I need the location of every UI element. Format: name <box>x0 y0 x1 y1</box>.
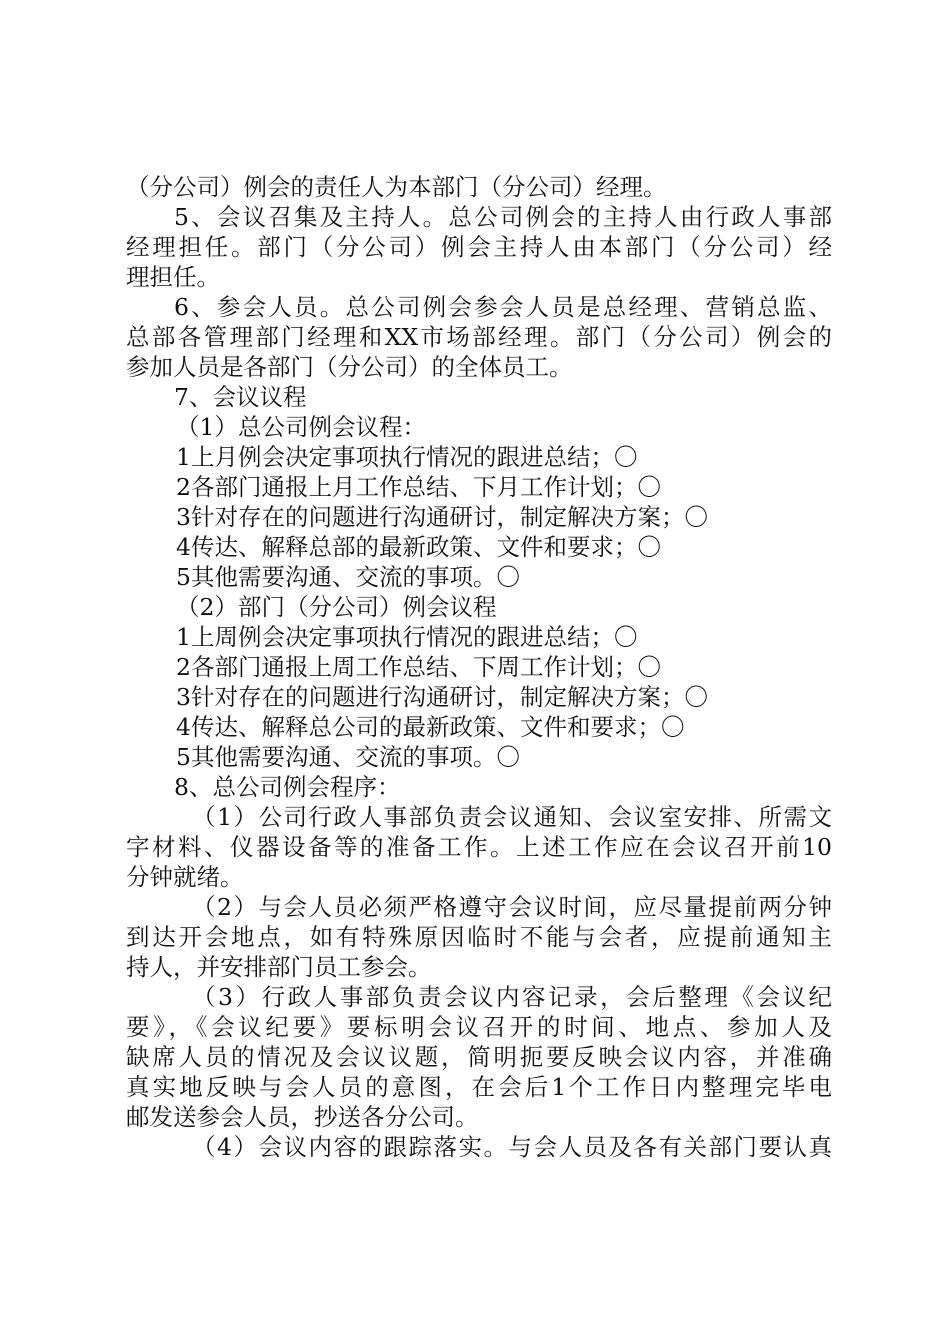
text-line: 经理担任。部门（分公司）例会主持人由本部门（分公司）经 <box>126 233 832 261</box>
list-item: 5其他需要沟通、交流的事项。〇 <box>176 563 520 591</box>
list-item: 4传达、解释总部的最新政策、文件和要求；〇 <box>176 533 661 561</box>
text-line: 要》，《会议纪要》要标明会议召开的时间、地点、参加人及 <box>126 1013 832 1041</box>
text-line: （4）会议内容的跟踪落实。与会人员及各有关部门要认真 <box>192 1133 832 1161</box>
text-line: （3）行政人事部负责会议内容记录，会后整理《会议纪 <box>192 983 832 1011</box>
text-line: 6、参会人员。总公司例会参会人员是总经理、营销总监、 <box>174 293 832 321</box>
text-line: （1）公司行政人事部负责会议通知、会议室安排、所需文 <box>192 803 832 831</box>
text-line: 5、会议召集及主持人。总公司例会的主持人由行政人事部 <box>174 203 832 231</box>
text-line: （2）部门（分公司）例会议程 <box>176 593 497 621</box>
text-line: 分钟就绪。 <box>126 863 244 891</box>
text-line: 参加人员是各部门（分公司）的全体员工。 <box>126 353 573 381</box>
text-line: （1）总公司例会议程： <box>176 413 426 441</box>
text-line: 缺席人员的情况及会议议题，简明扼要反映会议内容，并准确 <box>126 1043 832 1071</box>
text-line: 总部各管理部门经理和XX市场部经理。部门（分公司）例会的 <box>126 323 832 351</box>
list-item: 1上周例会决定事项执行情况的跟进总结；〇 <box>176 623 638 651</box>
list-item: 3针对存在的问题进行沟通研讨，制定解决方案；〇 <box>176 503 708 531</box>
text-line: 8、总公司例会程序： <box>174 773 401 801</box>
list-item: 5其他需要沟通、交流的事项。〇 <box>176 743 520 771</box>
list-item: 2各部门通报上周工作总结、下周工作计划；〇 <box>176 653 661 681</box>
text-line: 邮发送参会人员，抄送各分公司。 <box>126 1103 479 1131</box>
list-item: 4传达、解释总公司的最新政策、文件和要求；〇 <box>176 713 685 741</box>
list-item: 3针对存在的问题进行沟通研讨，制定解决方案；〇 <box>176 683 708 711</box>
text-line: 持人，并安排部门员工参会。 <box>126 953 432 981</box>
text-line: 真实地反映与会人员的意图，在会后1个工作日内整理完毕电 <box>126 1073 832 1101</box>
text-line: 7、会议议程 <box>174 383 307 411</box>
text-line: 理担任。 <box>126 263 220 291</box>
text-line: 到达开会地点，如有特殊原因临时不能与会者，应提前通知主 <box>126 923 832 951</box>
document-body <box>126 172 832 1162</box>
list-item: 1上月例会决定事项执行情况的跟进总结；〇 <box>176 443 638 471</box>
text-line: （2）与会人员必须严格遵守会议时间，应尽量提前两分钟 <box>192 893 832 921</box>
list-item: 2各部门通报上月工作总结、下月工作计划；〇 <box>176 473 661 501</box>
text-line: 字材料、仪器设备等的准备工作。上述工作应在会议召开前10 <box>126 833 832 861</box>
text-line: （分公司）例会的责任人为本部门（分公司）经理。 <box>126 173 667 201</box>
